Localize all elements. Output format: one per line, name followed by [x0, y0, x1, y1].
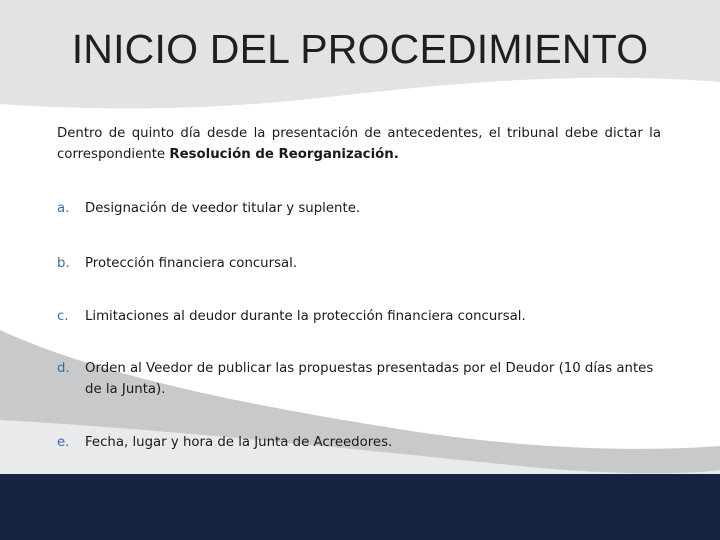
list-marker: c.: [57, 309, 69, 324]
intro-text: Dentro de quinto día desde la presentación de antecedentes, el tribunal debe dictar la correspondiente: [57, 126, 661, 162]
list-item: [57, 432, 661, 453]
list-item: [57, 358, 661, 400]
list-item-text: Limitaciones al deudor durante la protección financiera concursal.: [85, 309, 526, 324]
list-marker: b.: [57, 256, 70, 271]
list-item-text: Orden al Veedor de publicar las propuestas presentadas por el Deudor (10 días antes de la Junta).: [85, 361, 654, 397]
intro-bold-text: Resolución de Reorganización.: [169, 147, 399, 162]
bottom-navy-band-shape: [0, 474, 720, 540]
list-item-text: Designación de veedor titular y suplente.: [85, 201, 361, 216]
list-marker: e.: [57, 435, 70, 450]
list-item-text: Fecha, lugar y hora de la Junta de Acreedores.: [85, 435, 393, 450]
list-item-text: Protección financiera concursal.: [85, 256, 298, 271]
list-item: [57, 198, 661, 219]
list-item: [57, 253, 661, 274]
list-item: [57, 306, 661, 327]
list-marker: d.: [57, 361, 70, 376]
intro-paragraph: [57, 123, 661, 165]
slide-body: [57, 123, 661, 450]
slide-title: INICIO DEL PROCEDIMIENTO: [71, 26, 649, 72]
list-marker: a.: [57, 201, 70, 216]
